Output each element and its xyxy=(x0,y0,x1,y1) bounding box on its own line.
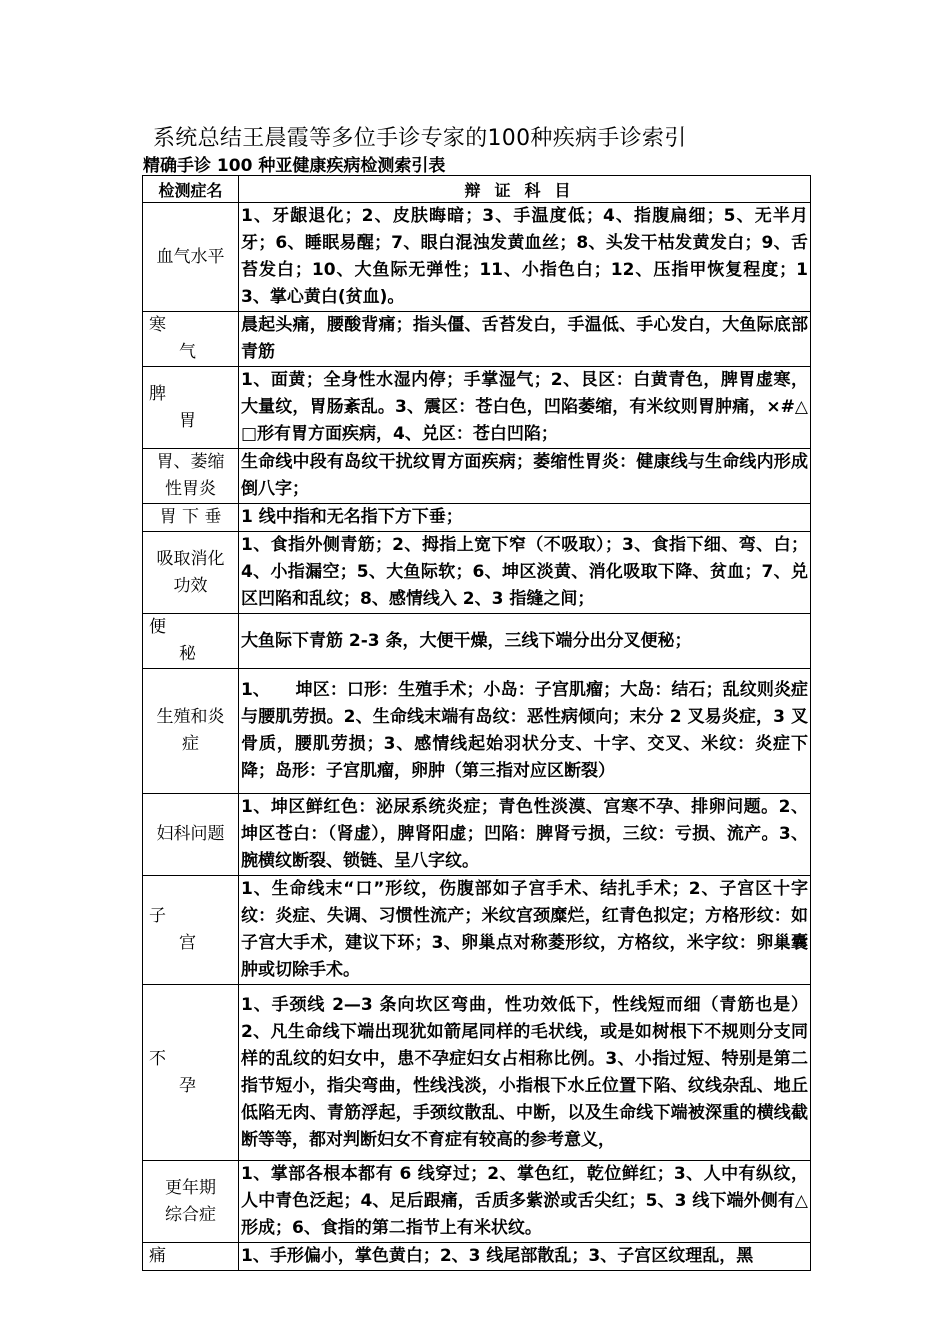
row-description: 晨起头痛，腰酸背痛；指头僵、舌苔发白，手温低、手心发白，大鱼际底部青筋 xyxy=(239,312,811,367)
table-row xyxy=(143,312,811,367)
row-condition-char-2: 气 xyxy=(179,342,196,362)
row-description: 生命线中段有岛纹干扰纹胃方面疾病；萎缩性胃炎：健康线与生命线内形成倒八字； xyxy=(239,449,811,504)
row-description: 1、面黄；全身性水湿内停；手掌湿气；2、艮区：白黄青色，脾胃虚寒，大量纹，胃肠紊乱。3、震区：苍白色，凹陷萎缩，有米纹则胃肿痛，×#△□形有胃方面疾病，4、兑区：苍白凹陷； xyxy=(239,367,811,449)
row-description: 1、生命线末“口”形纹，伤腹部如子宫手术、结扎手术；2、子宫区十字纹：炎症、失调、习惯性流产；米纹宫颈糜烂，红青色拟定；方格形纹：如子宫大手术，建议下环；3、卵巢点对称菱形纹，方格纹，米字纹：卵巢囊肿或切除手术。 xyxy=(239,876,811,985)
row-condition: 痛 xyxy=(143,1243,239,1271)
row-description: 1、牙龈退化；2、皮肤晦暗；3、手温度低；4、指腹扁细；5、无半月牙；6、睡眠易醒；7、眼白混浊发黄血丝；8、头发干枯发黄发白；9、舌苔发白；10、大鱼际无弹性；11、小指色白；12、压指甲恢复程度；13、掌心黄白(贫血)。 xyxy=(239,203,811,312)
row-description: 1、掌部各根本都有 6 线穿过；2、掌色红，乾位鲜红；3、人中有纵纹，人中青色泛起；4、足后跟痛，舌质多紫淤或舌尖红；5、3 线下端外侧有△形成；6、食指的第二指节上有米状纹。 xyxy=(239,1161,811,1243)
row-condition: 血气水平 xyxy=(143,203,239,312)
row-condition: 吸取消化 功效 xyxy=(143,532,239,614)
table-row xyxy=(143,203,811,312)
row-condition: 生殖和炎 症 xyxy=(143,669,239,794)
table-row xyxy=(143,985,811,1161)
row-condition-char-1: 脾 xyxy=(149,383,166,404)
row-condition-char-1: 不 xyxy=(149,1048,166,1069)
row-condition-char-2: 胃 xyxy=(179,410,196,431)
row-condition-char-1: 子 xyxy=(149,906,166,926)
table-caption: 精确手诊 100 种亚健康疾病检测索引表 xyxy=(143,156,446,176)
row-description: 1、 坤区：口形：生殖手术；小岛：子宫肌瘤；大岛：结石；乱纹则炎症与腰肌劳损。2、生命线末端有岛纹：恶性病倾向；末分 2 叉易炎症，3 叉骨质，腰肌劳损；3、感情线起始羽状分支、十字、交叉、米纹：炎症下降；岛形：子宫肌瘤，卵肿（第三指对应区断裂） xyxy=(239,669,811,794)
table-row xyxy=(143,367,811,449)
table-row xyxy=(143,876,811,985)
row-description: 1、手颈线 2—3 条向坎区弯曲，性功效低下，性线短而细（青筋也是）2、凡生命线下端出现犹如箭尾同样的毛状线，或是如树根下不规则分支同样的乱纹的妇女中，患不孕症妇女占相称比例。3、小指过短、特别是第二指节短小，指尖弯曲，性线浅淡，小指根下水丘位置下陷、纹线杂乱、地丘低陷无肉、青筋浮起，手颈纹散乱、中断，以及生命线下端被深重的横线截断等等，都对判断妇女不育症有较高的参考意义， xyxy=(239,985,811,1161)
row-condition-char-2: 宫 xyxy=(179,933,196,953)
page-title: 系统总结王晨霞等多位手诊专家的100种疾病手诊索引 xyxy=(153,126,687,151)
row-condition xyxy=(143,312,239,367)
row-description: 1、手形偏小，掌色黄白；2、3 线尾部散乱；3、子宫区纹理乱，黑 xyxy=(239,1243,811,1271)
row-condition xyxy=(143,985,239,1161)
row-condition-char-1: 寒 xyxy=(149,315,166,335)
table-row xyxy=(143,1243,811,1271)
row-condition: 更年期 综合症 xyxy=(143,1161,239,1243)
diagnosis-index-table xyxy=(142,175,811,1271)
row-description: 大鱼际下青筋 2-3 条，大便干燥，三线下端分出分叉便秘； xyxy=(239,614,811,669)
row-condition-char-2: 秘 xyxy=(179,644,196,664)
row-description: 1、食指外侧青筋；2、拇指上宽下窄（不吸取）；3、食指下细、弯、白；4、小指漏空；5、大鱼际软；6、坤区淡黄、消化吸取下降、贫血；7、兑区凹陷和乱纹；8、感情线入 2、3 指缝之间； xyxy=(239,532,811,614)
row-condition xyxy=(143,876,239,985)
row-condition-char-1: 便 xyxy=(149,617,166,637)
row-condition-char-2: 孕 xyxy=(179,1075,196,1096)
row-description: 1 线中指和无名指下方下垂； xyxy=(239,504,811,532)
row-condition xyxy=(143,367,239,449)
row-condition: 胃、萎缩 性胃炎 xyxy=(143,449,239,504)
table-row xyxy=(143,532,811,614)
header-condition: 检测症名 xyxy=(143,176,239,203)
table-row xyxy=(143,794,811,876)
row-condition xyxy=(143,614,239,669)
table-row xyxy=(143,614,811,669)
header-diagnosis: 辩证科目 xyxy=(239,176,811,203)
row-description: 1、坤区鲜红色：泌尿系统炎症；青色性淡漠、宫寒不孕、排卵问题。2、坤区苍白：（肾虚），脾肾阳虚；凹陷：脾肾亏损，三纹：亏损、流产。3、腕横纹断裂、锁链、呈八字纹。 xyxy=(239,794,811,876)
row-condition: 妇科问题 xyxy=(143,794,239,876)
table-row xyxy=(143,1161,811,1243)
table-row xyxy=(143,449,811,504)
table-row xyxy=(143,669,811,794)
table-header-row xyxy=(143,176,811,203)
table-row xyxy=(143,504,811,532)
row-condition: 胃 下 垂 xyxy=(143,504,239,532)
